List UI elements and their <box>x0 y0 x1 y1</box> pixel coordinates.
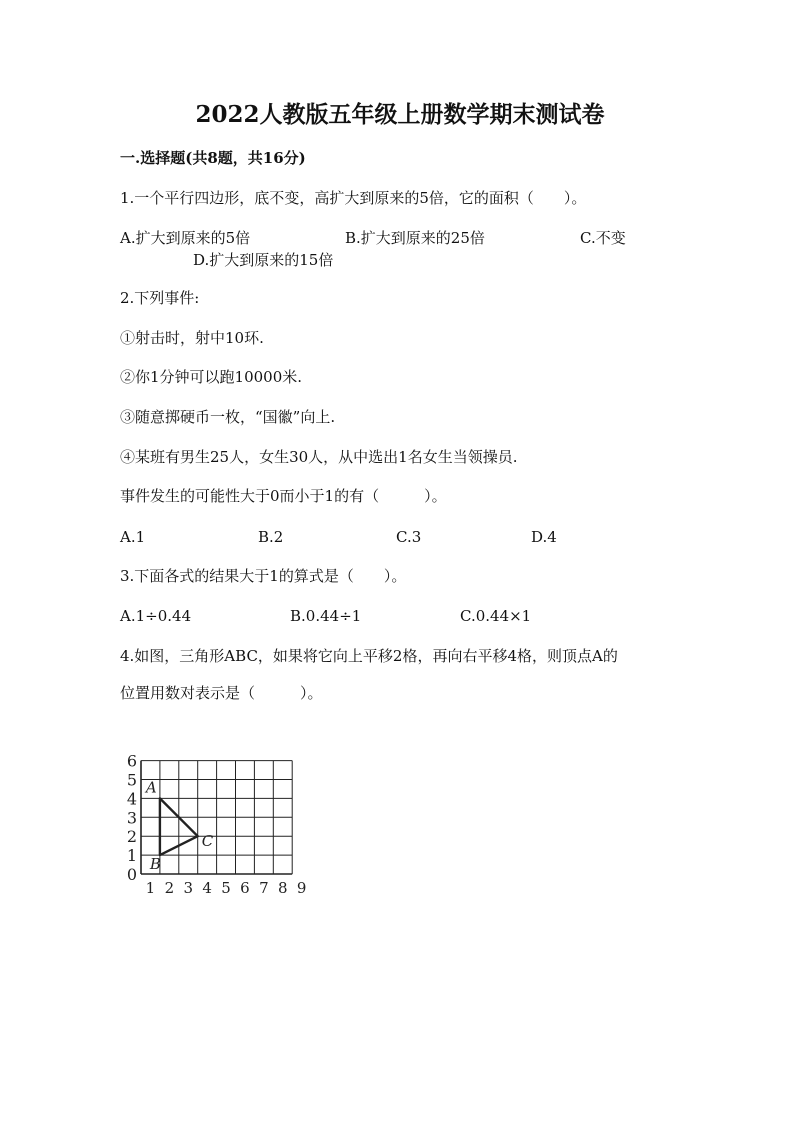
question-1-stem: 1.一个平行四边形，底不变，高扩大到原来的5倍，它的面积（ ）。 <box>120 189 587 207</box>
y-tick-label: 1 <box>126 846 137 866</box>
question-2-event-1: ①射击时，射中10环. <box>120 329 264 347</box>
y-tick-label: 5 <box>126 770 137 790</box>
question-3-option-b: B.0.44÷1 <box>290 607 362 625</box>
x-tick-label: 9 <box>296 879 307 897</box>
x-tick-label: 8 <box>277 879 288 897</box>
question-4-stem-line-1: 4.如图，三角形ABC，如果将它向上平移2格，再向右平移4格，则顶点A的 <box>120 647 618 665</box>
question-1-option-b: B.扩大到原来的25倍 <box>345 229 485 247</box>
question-3-stem: 3.下面各式的结果大于1的算式是（ ）。 <box>120 567 407 585</box>
question-2-option-a: A.1 <box>120 528 146 546</box>
vertex-label-c: C <box>201 832 214 851</box>
question-2-option-d: D.4 <box>531 528 557 546</box>
question-2-event-2: ②你1分钟可以跑10000米. <box>120 368 303 386</box>
coordinate-grid-svg <box>124 740 314 900</box>
question-3-option-a: A.1÷0.44 <box>120 607 192 625</box>
question-2-option-c: C.3 <box>396 528 422 546</box>
question-3-option-c: C.0.44×1 <box>460 607 532 625</box>
page-title: 2022人教版五年级上册数学期末测试卷 <box>195 101 605 128</box>
y-tick-label: 2 <box>126 827 137 847</box>
question-2-question: 事件发生的可能性大于0而小于1的有（ ）。 <box>120 487 447 505</box>
y-tick-label: 4 <box>126 789 137 809</box>
vertex-label-b: B <box>149 855 161 874</box>
question-2-event-3: ③随意掷硬币一枚，“国徽”向上. <box>120 408 336 426</box>
y-tick-label: 0 <box>126 865 137 884</box>
section-heading: 一.选择题(共8题，共16分) <box>120 149 306 167</box>
question-4-stem-line-2: 位置用数对表示是（ ）。 <box>120 684 323 702</box>
question-2-option-b: B.2 <box>258 528 284 546</box>
x-tick-label: 5 <box>221 879 231 897</box>
x-tick-label: 7 <box>259 879 269 897</box>
question-1-option-a: A.扩大到原来的5倍 <box>120 229 251 247</box>
x-tick-label: 2 <box>164 879 175 897</box>
question-2-stem: 2.下列事件: <box>120 289 200 307</box>
x-tick-label: 4 <box>202 879 212 897</box>
y-tick-label: 3 <box>126 808 137 828</box>
question-2-event-4: ④某班有男生25人，女生30人，从中选出1名女生当领操员. <box>120 448 518 466</box>
vertex-label-a: A <box>145 778 157 797</box>
coordinate-grid-figure <box>124 740 314 900</box>
question-1-option-c: C.不变 <box>580 229 626 247</box>
x-tick-label: 6 <box>240 879 250 897</box>
x-tick-label: 3 <box>183 879 194 897</box>
y-tick-label: 6 <box>126 751 137 771</box>
question-1-option-d: D.扩大到原来的15倍 <box>193 251 334 269</box>
x-tick-label: 1 <box>145 879 156 897</box>
